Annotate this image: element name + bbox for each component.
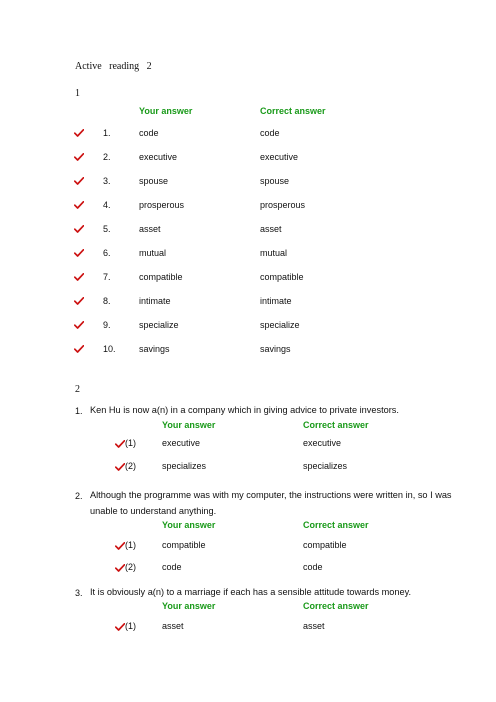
your-answer: specializes <box>162 461 207 471</box>
row-number: 4. <box>103 200 111 210</box>
check-mark-icon <box>74 153 84 161</box>
question-1-text: Ken Hu is now a(n) in a company which in giving advice to private investors. <box>90 405 399 415</box>
question-3-header-correct-answer: Correct answer <box>303 601 369 611</box>
check-mark-icon <box>74 321 84 329</box>
your-answer: savings <box>139 344 170 354</box>
check-mark-icon <box>74 345 84 353</box>
correct-answer: executive <box>260 152 299 162</box>
section-1-number: 1 <box>75 88 80 99</box>
correct-answer: prosperous <box>260 200 306 210</box>
check-mark-icon <box>74 297 84 305</box>
question-3-number: 3. <box>75 588 83 598</box>
section-1-header-correct-answer: Correct answer <box>260 106 326 116</box>
row-number: 1. <box>103 128 111 138</box>
your-answer: compatible <box>139 272 183 282</box>
your-answer: prosperous <box>139 200 185 210</box>
page-title: Active reading 2 <box>75 61 152 72</box>
answer-number: (1) <box>125 438 136 448</box>
question-1-header-your-answer: Your answer <box>162 420 216 430</box>
check-mark-icon <box>115 440 125 448</box>
question-2-header-correct-answer: Correct answer <box>303 520 369 530</box>
answer-number: (2) <box>125 562 136 572</box>
question-3-text: It is obviously a(n) to a marriage if each has a sensible attitude towards money. <box>90 587 412 597</box>
answer-number: (2) <box>125 461 136 471</box>
your-answer: code <box>162 562 182 572</box>
question-2-text: Although the programme was with my computer, the instructions were written in, so I was unable to understand anything. <box>90 490 452 516</box>
row-number: 3. <box>103 176 111 186</box>
section-1-header-your-answer: Your answer <box>139 106 193 116</box>
your-answer: spouse <box>139 176 169 186</box>
your-answer: executive <box>162 438 201 448</box>
question-3-header-your-answer: Your answer <box>162 601 216 611</box>
check-mark-icon <box>74 225 84 233</box>
section-2-number: 2 <box>75 384 80 395</box>
row-number: 2. <box>103 152 111 162</box>
correct-answer: specializes <box>303 461 348 471</box>
check-mark-icon <box>115 623 125 631</box>
check-mark-icon <box>115 564 125 572</box>
check-mark-icon <box>74 129 84 137</box>
check-mark-icon <box>115 463 125 471</box>
question-2-number: 2. <box>75 491 83 501</box>
correct-answer: compatible <box>303 540 347 550</box>
row-number: 9. <box>103 320 111 330</box>
correct-answer: savings <box>260 344 291 354</box>
row-number: 8. <box>103 296 111 306</box>
question-1-number: 1. <box>75 406 83 416</box>
check-mark-icon <box>74 273 84 281</box>
correct-answer: asset <box>303 621 325 631</box>
answer-number: (1) <box>125 540 136 550</box>
correct-answer: specialize <box>260 320 300 330</box>
correct-answer: spouse <box>260 176 290 186</box>
your-answer: code <box>139 128 159 138</box>
your-answer: intimate <box>139 296 171 306</box>
correct-answer: code <box>260 128 280 138</box>
your-answer: asset <box>162 621 184 631</box>
row-number: 10. <box>103 344 116 354</box>
correct-answer: code <box>303 562 323 572</box>
row-number: 5. <box>103 224 111 234</box>
check-mark-icon <box>74 249 84 257</box>
your-answer: executive <box>139 152 178 162</box>
your-answer: mutual <box>139 248 167 258</box>
correct-answer: intimate <box>260 296 292 306</box>
your-answer: compatible <box>162 540 206 550</box>
row-number: 6. <box>103 248 111 258</box>
correct-answer: asset <box>260 224 282 234</box>
check-mark-icon <box>74 177 84 185</box>
answer-number: (1) <box>125 621 136 631</box>
check-mark-icon <box>115 542 125 550</box>
question-2-header-your-answer: Your answer <box>162 520 216 530</box>
row-number: 7. <box>103 272 111 282</box>
correct-answer: executive <box>303 438 342 448</box>
your-answer: asset <box>139 224 161 234</box>
correct-answer: mutual <box>260 248 288 258</box>
correct-answer: compatible <box>260 272 304 282</box>
check-mark-icon <box>74 201 84 209</box>
your-answer: specialize <box>139 320 179 330</box>
question-1-header-correct-answer: Correct answer <box>303 420 369 430</box>
